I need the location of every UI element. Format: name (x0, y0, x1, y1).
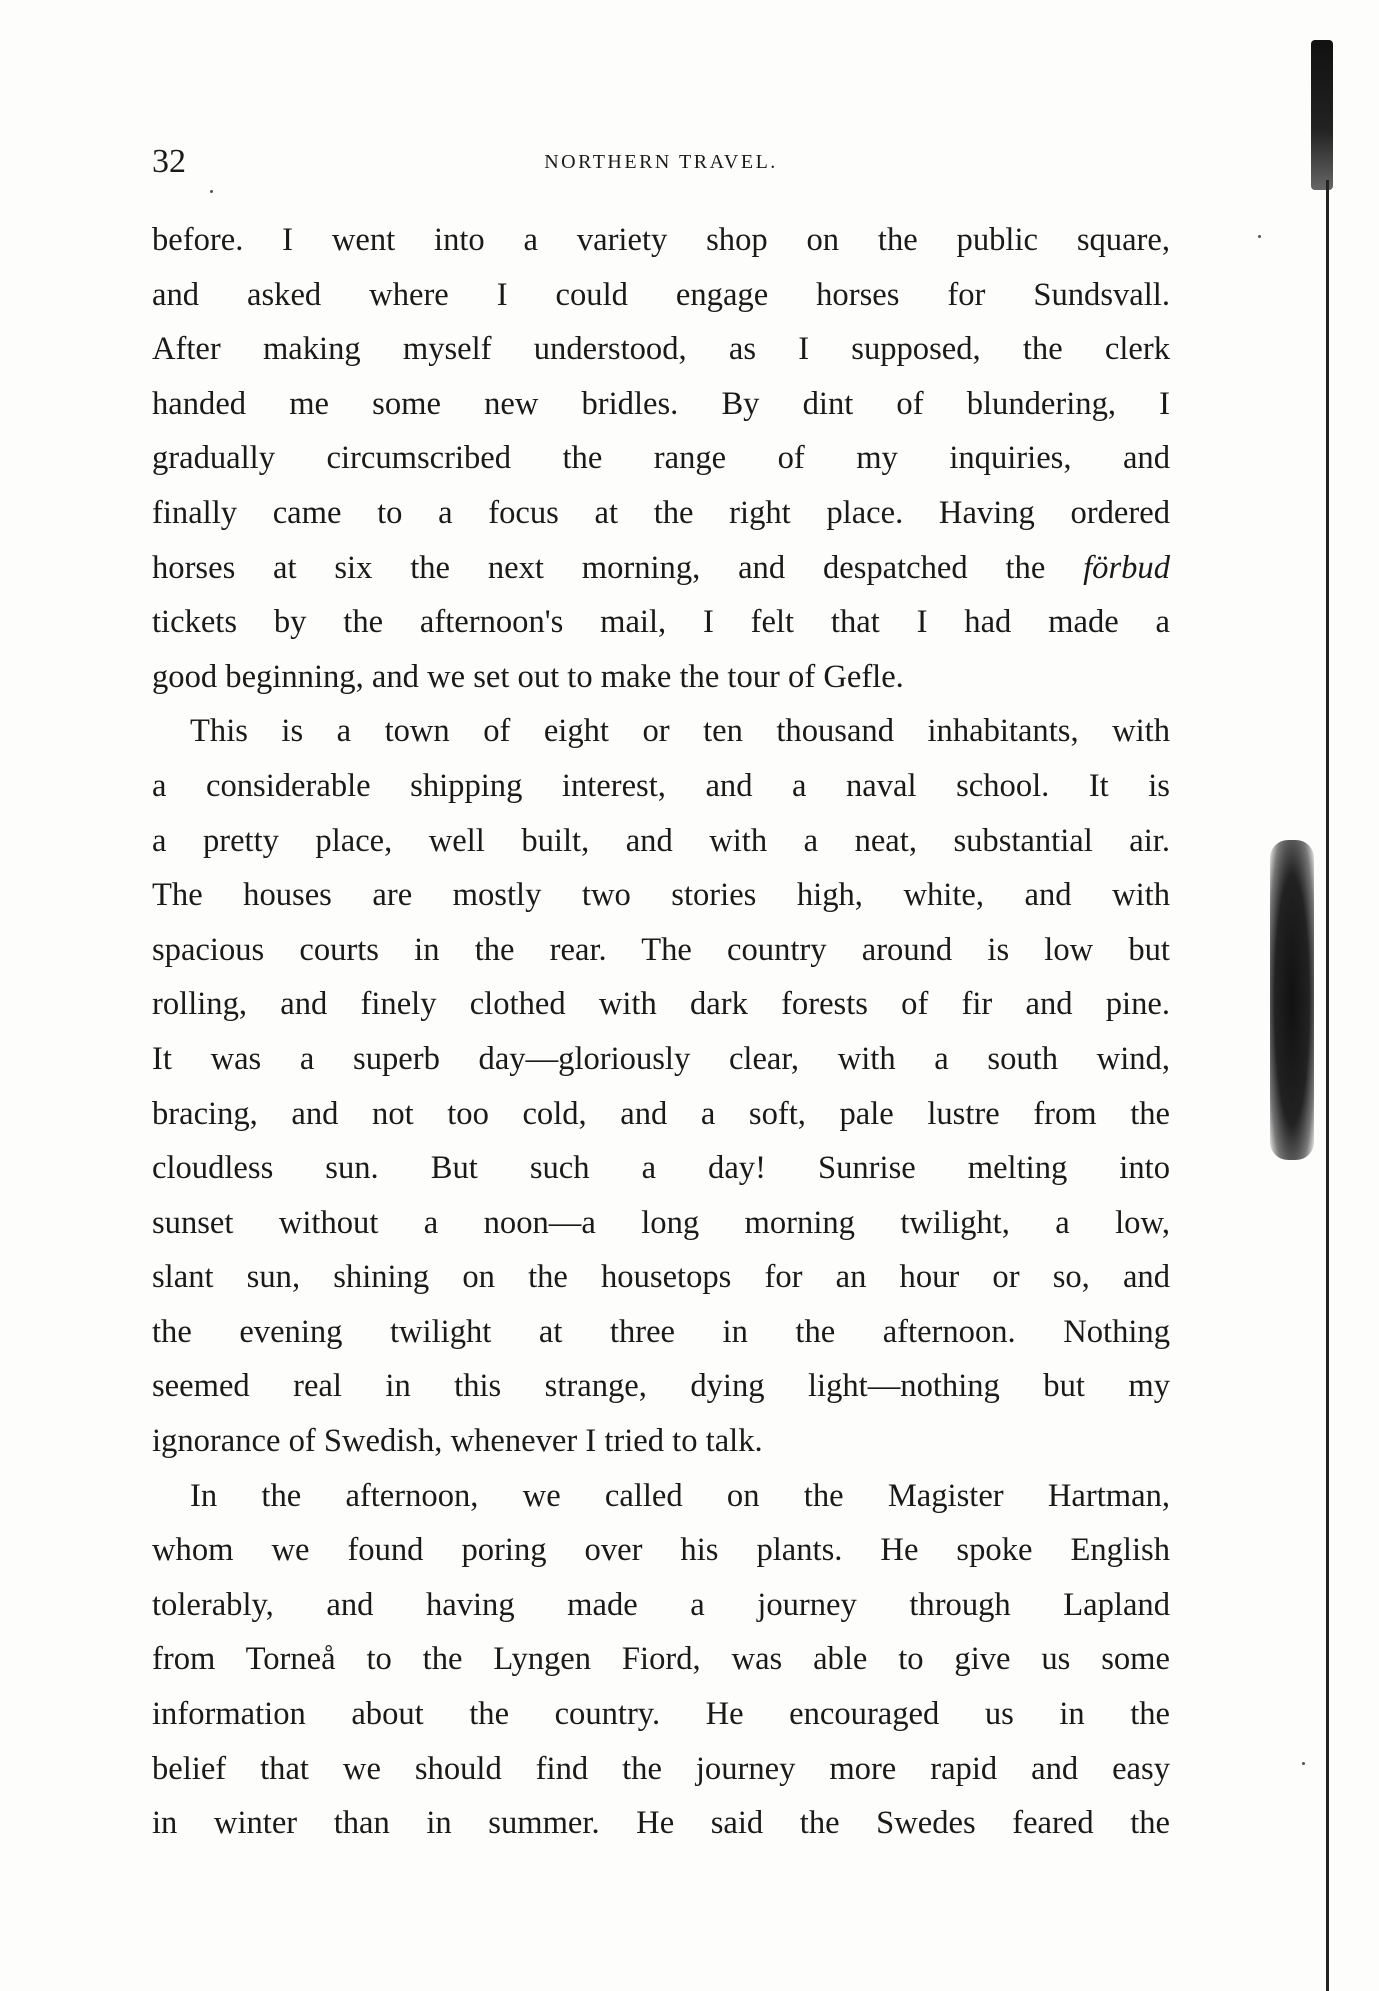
text-line: spacious courts in the rear. The country around is low but (152, 931, 1170, 968)
scan-binding-shadow-top (1311, 40, 1333, 190)
text-line: ignorance of Swedish, whenever I tried to talk. (152, 1423, 763, 1460)
text-line: tolerably, and having made a journey through Lapland (152, 1586, 1170, 1623)
text-line: a considerable shipping interest, and a naval school. It is (152, 767, 1170, 804)
paragraph-3 (152, 1469, 1170, 1851)
text-line: from Torneå to the Lyngen Fiord, was able to give us some (152, 1641, 1170, 1678)
text-line: It was a superb day—gloriously clear, with a south wind, (152, 1040, 1170, 1077)
page-number: 32 (152, 143, 186, 180)
text-line: seemed real in this strange, dying light—nothing but my (152, 1368, 1170, 1405)
text-line: slant sun, shining on the housetops for an hour or so, and (152, 1259, 1170, 1296)
text-line: In the afternoon, we called on the Magister Hartman, (190, 1477, 1170, 1514)
text-line: finally came to a focus at the right place. Having ordered (152, 494, 1170, 531)
text-line: This is a town of eight or ten thousand inhabitants, with (190, 713, 1170, 750)
text-line: the evening twilight at three in the afternoon. Nothing (152, 1313, 1170, 1350)
text-line: cloudless sun. But such a day! Sunrise melting into (152, 1150, 1170, 1187)
text-line: a pretty place, well built, and with a neat, substantial air. (152, 822, 1170, 859)
text-line: tickets by the afternoon's mail, I felt that I had made a (152, 604, 1170, 641)
scan-binding-edge-line (1326, 180, 1329, 1991)
scan-speck (210, 190, 213, 193)
text-line: in winter than in summer. He said the Swedes feared the (152, 1805, 1170, 1842)
header-title: NORTHERN TRAVEL. (544, 151, 778, 173)
text-line: belief that we should find the journey more rapid and easy (152, 1750, 1170, 1787)
text-line: whom we found poring over his plants. He spoke English (152, 1532, 1170, 1569)
text-line-with-italic (152, 541, 1170, 596)
scan-speck (1302, 1762, 1305, 1765)
text-line: The houses are mostly two stories high, white, and with (152, 877, 1170, 914)
text-line: information about the country. He encouraged us in the (152, 1696, 1170, 1733)
text-line: After making myself understood, as I supposed, the clerk (152, 331, 1170, 368)
running-head (152, 142, 1170, 182)
text-line: before. I went into a variety shop on the public square, (152, 222, 1170, 258)
text-segment: horses at six the next morning, and despatched the (152, 549, 1046, 586)
text-line: rolling, and finely clothed with dark forests of fir and pine. (152, 986, 1170, 1023)
text-line: good beginning, and we set out to make the tour of Gefle. (152, 658, 904, 695)
text-line: gradually circumscribed the range of my inquiries, and (152, 440, 1170, 477)
scan-binding-shadow-middle (1270, 840, 1314, 1160)
text-line: bracing, and not too cold, and a soft, pale lustre from the (152, 1095, 1170, 1132)
text-line: and asked where I could engage horses for Sundsvall. (152, 276, 1170, 313)
text-line: sunset without a noon—a long morning twilight, a low, (152, 1204, 1170, 1241)
body-text (152, 213, 1170, 1851)
paragraph-2 (152, 704, 1170, 1468)
paragraph-1 (152, 213, 1170, 704)
scan-speck (1258, 235, 1261, 238)
italic-word: förbud (1083, 549, 1171, 586)
text-line: handed me some new bridles. By dint of blundering, I (152, 385, 1170, 422)
